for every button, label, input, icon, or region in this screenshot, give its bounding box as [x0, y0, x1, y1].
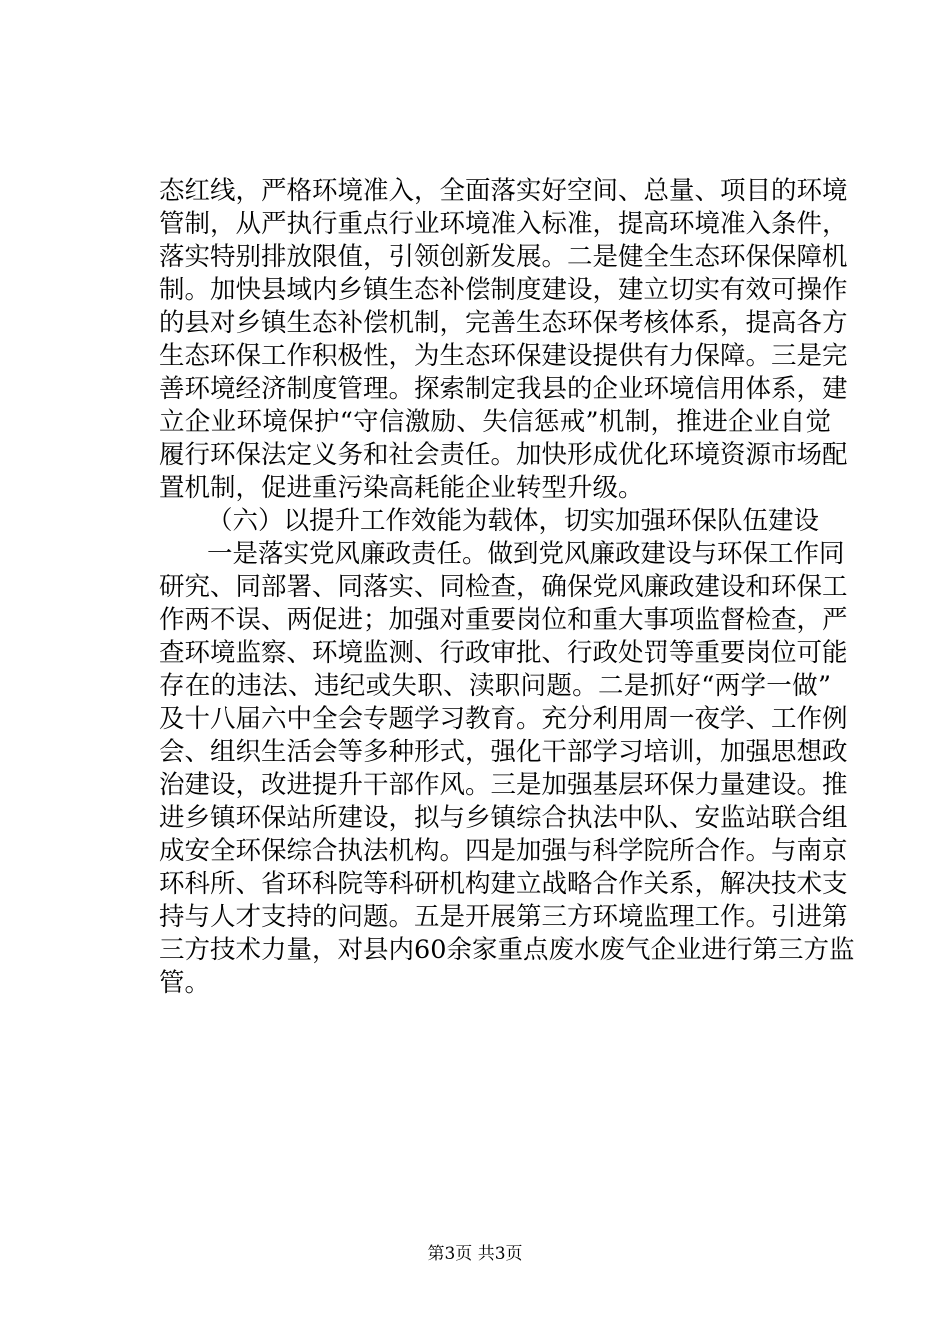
text-line: 一是落实党风廉政责任。做到党风廉政建设与环保工作同 [207, 539, 845, 569]
section-heading: （六）以提升工作效能为载体，切实加强环保队伍建设 [207, 506, 820, 536]
text-line: 制。加快县域内乡镇生态补偿制度建设，建立切实有效可操作 [159, 275, 848, 305]
text-line: 查环境监察、环境监测、行政审批、行政处罚等重要岗位可能 [159, 638, 848, 668]
text-line: 成安全环保综合执法机构。四是加强与科学院所合作。与南京 [159, 836, 848, 866]
text-line: 的县对乡镇生态补偿机制，完善生态环保考核体系，提高各方 [159, 308, 848, 338]
text-line: 持与人才支持的问题。五是开展第三方环境监理工作。引进第 [159, 902, 848, 932]
text-line: 置机制，促进重污染高耗能企业转型升级。 [159, 473, 644, 503]
text-line: 环科所、省环科院等科研机构建立战略合作关系，解决技术支 [159, 869, 848, 899]
text-line: 三方技术力量，对县内60余家重点废水废气企业进行第三方监 [159, 935, 855, 965]
text-line: 落实特别排放限值，引领创新发展。二是健全生态环保保障机 [159, 242, 848, 272]
text-line: 会、组织生活会等多种形式，强化干部学习培训，加强思想政 [159, 737, 848, 767]
document-body [159, 175, 855, 1000]
text-line: 作两不误、两促进；加强对重要岗位和重大事项监督检查，严 [159, 605, 848, 635]
text-line: 治建设，改进提升干部作风。三是加强基层环保力量建设。推 [159, 770, 848, 800]
text-line: 管制，从严执行重点行业环境准入标准，提高环境准入条件， [159, 209, 848, 239]
text-line: 管。 [159, 968, 211, 998]
page-footer [0, 1243, 950, 1265]
text-line: 存在的违法、违纪或失职、渎职问题。二是抓好“两学一做” [159, 671, 831, 701]
text-line: 进乡镇环保站所建设，拟与乡镇综合执法中队、安监站联合组 [159, 803, 848, 833]
page-number-label: 第3页 共3页 [427, 1244, 523, 1264]
text-line: 研究、同部署、同落实、同检查，确保党风廉政建设和环保工 [159, 572, 848, 602]
text-line: 及十八届六中全会专题学习教育。充分利用周一夜学、工作例 [159, 704, 848, 734]
text-line: 善环境经济制度管理。探索制定我县的企业环境信用体系，建 [159, 374, 848, 404]
text-line: 立企业环境保护“守信激励、失信惩戒”机制，推进企业自觉 [159, 407, 831, 437]
text-line: 生态环保工作积极性，为生态环保建设提供有力保障。三是完 [159, 341, 848, 371]
text-line: 态红线，严格环境准入，全面落实好空间、总量、项目的环境 [159, 176, 848, 206]
text-line: 履行环保法定义务和社会责任。加快形成优化环境资源市场配 [159, 440, 848, 470]
